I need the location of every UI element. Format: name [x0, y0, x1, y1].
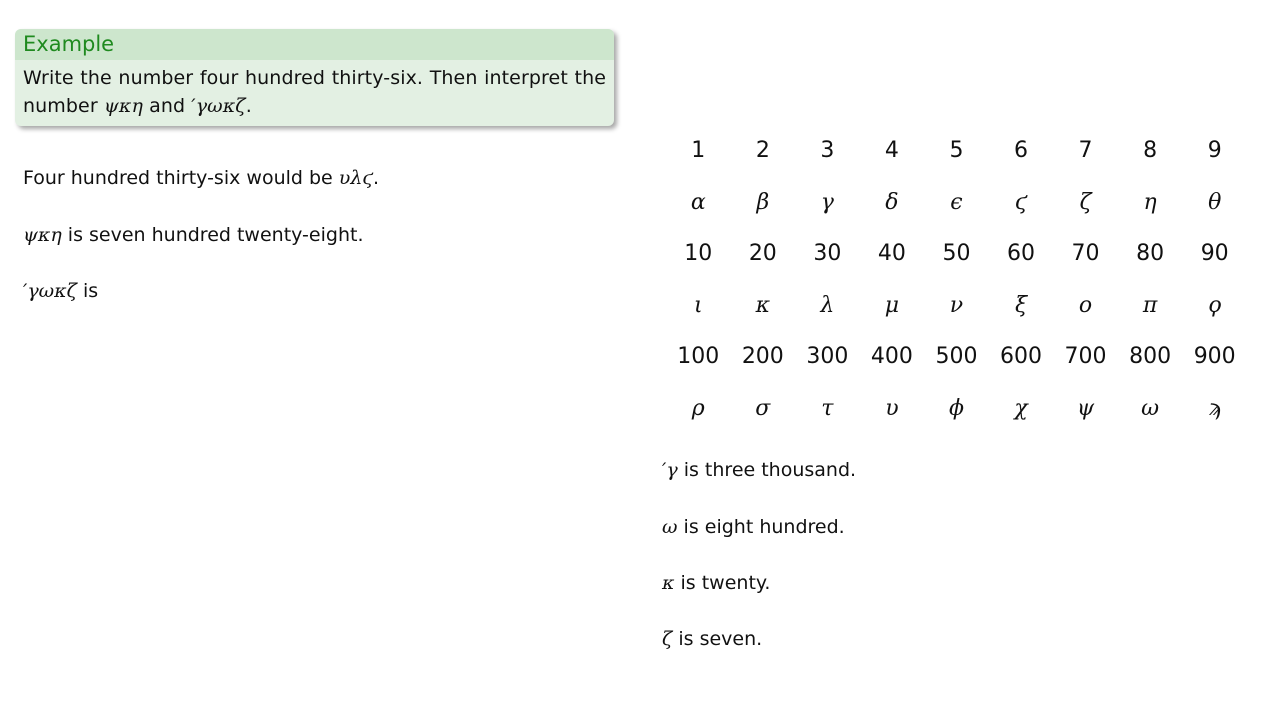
table-cell: δ — [885, 189, 899, 215]
example-symbol-2: ′γωκζ — [191, 95, 246, 117]
table-cell: θ — [1208, 189, 1222, 215]
table-cell: χ — [1014, 395, 1028, 421]
explanation-line-2-greek: ω — [662, 516, 678, 538]
table-cell: 7 — [1078, 138, 1093, 164]
table-cell: ι — [693, 292, 703, 318]
example-text-part3: . — [245, 95, 252, 117]
table-cell: γ — [820, 189, 834, 215]
table-cell: 90 — [1200, 241, 1229, 267]
table-cell: 500 — [935, 344, 978, 370]
table-cell: 9 — [1207, 138, 1222, 164]
table-cell: 20 — [748, 241, 777, 267]
table-cell: λ — [820, 292, 835, 318]
table-cell: 300 — [806, 344, 849, 370]
table-cell: 700 — [1064, 344, 1107, 370]
table-cell: 100 — [677, 344, 720, 370]
table-cell: 800 — [1129, 344, 1172, 370]
answer-line-1 — [23, 166, 379, 190]
table-cell: α — [690, 189, 706, 215]
explanation-line-1 — [662, 458, 856, 482]
table-cell: η — [1143, 189, 1157, 215]
answer-line-1-greek: υλϛ — [338, 167, 374, 189]
table-cell: 200 — [741, 344, 784, 370]
answer-line-1-text: Four hundred thirty-six would be — [23, 167, 339, 189]
table-cell: 30 — [813, 241, 842, 267]
table-cell: σ — [755, 395, 771, 421]
table-cell: ζ — [1079, 189, 1092, 215]
greek-numeral-table — [666, 125, 1247, 434]
table-cell: 6 — [1014, 138, 1028, 164]
table-cell: ϙ — [1208, 292, 1222, 318]
explanation-line-2-text: is eight hundred. — [677, 516, 845, 538]
table-cell: 1 — [691, 138, 706, 164]
table-row — [666, 331, 1247, 383]
table-cell: 5 — [949, 138, 964, 164]
table-cell: 900 — [1193, 344, 1236, 370]
explanation-line-2 — [662, 515, 845, 539]
table-cell: 2 — [755, 138, 770, 164]
explanation-line-4-text: is seven. — [672, 628, 763, 650]
table-cell: 10 — [684, 241, 713, 267]
table-cell: ξ — [1014, 292, 1028, 318]
table-cell: ϡ — [1208, 395, 1222, 421]
explanation-line-1-text: is three thousand. — [677, 459, 857, 481]
table-cell: ρ — [691, 395, 705, 421]
table-row — [666, 383, 1247, 435]
table-cell: 80 — [1136, 241, 1165, 267]
example-text-part1: Write the number four hundred thirty-six. Then interpret the number — [23, 67, 606, 117]
answer-line-2-text: is seven hundred twenty-eight. — [61, 224, 364, 246]
table-cell: π — [1142, 292, 1158, 318]
explanation-line-3-greek: κ — [662, 572, 675, 594]
table-cell: 4 — [884, 138, 899, 164]
explanation-line-4-greek: ζ — [662, 628, 673, 650]
table-cell: 3 — [820, 138, 835, 164]
table-cell: 400 — [870, 344, 913, 370]
answer-line-3 — [23, 279, 98, 303]
example-title: Example — [15, 29, 614, 60]
example-block — [15, 29, 614, 126]
answer-line-1-after: . — [373, 167, 380, 189]
table-cell: τ — [821, 395, 834, 421]
table-cell: ψ — [1076, 395, 1095, 421]
example-text-part2: and — [142, 95, 192, 117]
table-cell: 600 — [1000, 344, 1042, 370]
table-cell: 60 — [1007, 241, 1035, 267]
table-cell: ο — [1078, 292, 1093, 318]
table-cell: ν — [949, 292, 964, 318]
table-cell: υ — [885, 395, 899, 421]
table-row — [666, 280, 1247, 332]
answer-line-2 — [23, 223, 363, 247]
table-cell: β — [756, 189, 770, 215]
table-row — [666, 125, 1247, 177]
table-cell: 40 — [877, 241, 906, 267]
explanation-line-3 — [662, 571, 770, 595]
table-cell: 8 — [1143, 138, 1158, 164]
example-text — [15, 60, 614, 120]
table-cell: 50 — [942, 241, 971, 267]
table-row — [666, 177, 1247, 229]
example-symbol-1: ψκη — [103, 95, 143, 117]
explanation-line-1-greek: ′γ — [662, 459, 678, 481]
explanation-line-4 — [662, 627, 762, 651]
table-cell: κ — [755, 292, 771, 318]
table-cell: 70 — [1071, 241, 1100, 267]
table-cell: ω — [1141, 395, 1160, 421]
table-cell: ϛ — [1014, 189, 1028, 215]
answer-line-3-text: is — [76, 280, 99, 302]
table-cell: ϵ — [950, 189, 963, 215]
explanation-line-3-text: is twenty. — [674, 572, 771, 594]
table-cell: μ — [884, 292, 900, 318]
answer-line-2-greek: ψκη — [23, 224, 62, 246]
answer-line-3-greek: ′γωκζ — [23, 280, 77, 302]
table-row — [666, 228, 1247, 280]
table-cell: ϕ — [948, 395, 964, 421]
